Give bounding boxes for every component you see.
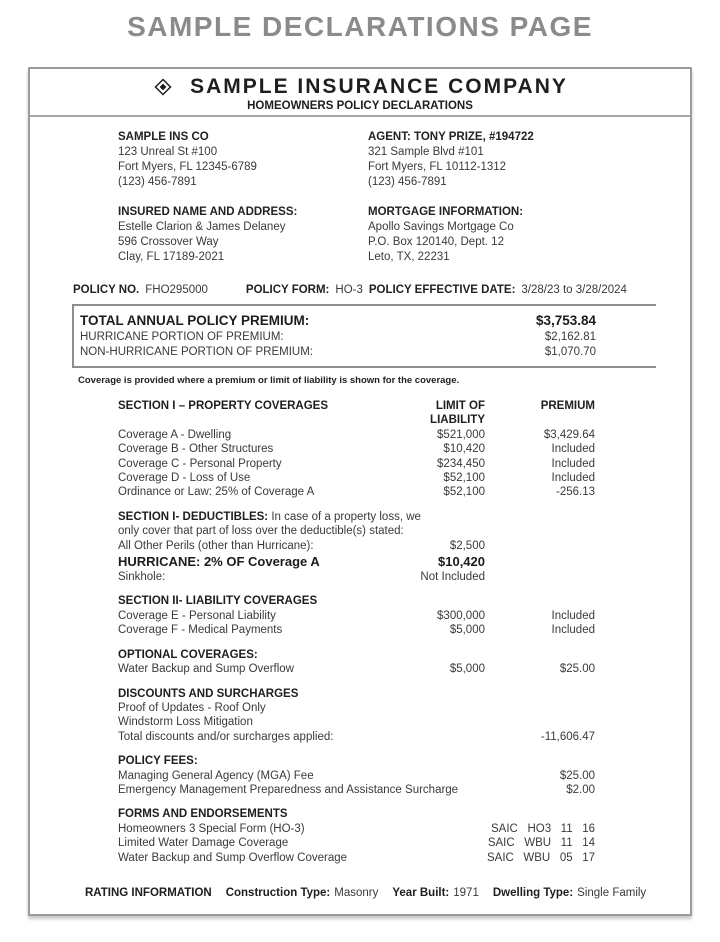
table-row xyxy=(118,457,595,471)
optional-coverages-heading: OPTIONAL COVERAGES: xyxy=(118,648,258,661)
policy-form-label: POLICY FORM: xyxy=(245,284,330,296)
table-row xyxy=(118,822,595,836)
coverage-limit: $52,100 xyxy=(443,472,485,485)
rating-information xyxy=(85,887,690,899)
coverage-premium: Included xyxy=(551,443,595,456)
deductibles-heading-bold: SECTION I- DEDUCTIBLES: xyxy=(118,510,269,523)
coverage-note: Coverage is provided where a premium or limit of liability is shown for the coverage. xyxy=(78,375,460,386)
table-row xyxy=(118,428,595,442)
agent-name: AGENT: TONY PRIZE, #194722 xyxy=(368,131,534,143)
policy-fees-heading: POLICY FEES: xyxy=(118,755,198,768)
forms-section xyxy=(118,807,595,865)
year-built-value: 1971 xyxy=(453,886,479,899)
agent-address-line: 321 Sample Blvd #101 xyxy=(368,146,484,158)
table-row xyxy=(118,851,595,865)
non-hurricane-premium-row xyxy=(80,345,596,360)
table-row xyxy=(118,623,595,637)
document-subtitle: HOMEOWNERS POLICY DECLARATIONS xyxy=(247,100,473,112)
construction-type-label: Construction Type: xyxy=(225,886,331,899)
coverage-limit: $5,000 xyxy=(449,624,485,637)
fee-value: $25.00 xyxy=(559,769,595,782)
company-address-line: Fort Myers, FL 12345-6789 xyxy=(118,161,257,173)
table-row xyxy=(118,662,595,676)
forms-heading: FORMS AND ENDORSEMENTS xyxy=(118,808,288,821)
liability-section-heading: SECTION II- LIABILITY COVERAGES xyxy=(118,595,318,608)
liability-section xyxy=(118,594,595,637)
deductibles-section xyxy=(118,510,595,585)
coverage-label: Coverage F - Medical Payments xyxy=(118,624,283,637)
company-name: SAMPLE INSURANCE COMPANY xyxy=(190,75,568,98)
coverage-premium: Included xyxy=(551,457,595,470)
declarations-document xyxy=(28,67,692,916)
mortgage-address-line: P.O. Box 120140, Dept. 12 xyxy=(368,236,504,248)
policy-number-line xyxy=(73,284,690,296)
coverage-limit: $5,000 xyxy=(449,663,485,676)
effective-date-label: POLICY EFFECTIVE DATE: xyxy=(368,284,516,296)
non-hurricane-premium-value: $1,070.70 xyxy=(544,346,596,358)
policy-no-value: FHO295000 xyxy=(145,284,208,296)
mortgage-block xyxy=(368,205,690,265)
policy-form-value: HO-3 xyxy=(335,284,363,296)
property-section-header-row xyxy=(118,399,595,428)
coverage-label: Coverage D - Loss of Use xyxy=(118,472,251,485)
deductible-label: All Other Perils (other than Hurricane): xyxy=(118,539,314,552)
coverage-premium: Included xyxy=(551,472,595,485)
year-built-label: Year Built: xyxy=(392,886,450,899)
premium-column-header: PREMIUM xyxy=(540,400,595,412)
table-row xyxy=(118,553,595,570)
company-address-name: SAMPLE INS CO xyxy=(118,131,209,143)
effective-date-value: 3/28/23 to 3/28/2024 xyxy=(521,284,627,296)
discounts-heading: DISCOUNTS AND SURCHARGES xyxy=(118,687,299,700)
premium-summary xyxy=(72,304,656,368)
table-row xyxy=(118,539,595,553)
hurricane-deductible-label: HURRICANE: 2% OF Coverage A xyxy=(118,554,320,570)
coverage-label: Water Backup and Sump Overflow xyxy=(118,663,294,676)
coverage-premium: $25.00 xyxy=(559,663,595,676)
deductibles-heading-rest: In case of a property loss, we xyxy=(268,510,421,523)
coverage-premium: -256.13 xyxy=(555,486,595,499)
form-label: Water Backup and Sump Overflow Coverage xyxy=(118,851,348,864)
coverage-limit: $234,450 xyxy=(437,457,485,470)
fee-value: $2.00 xyxy=(566,783,595,796)
diamond-logo-icon xyxy=(152,76,174,98)
non-hurricane-premium-label: NON-HURRICANE PORTION OF PREMIUM: xyxy=(80,346,313,358)
deductible-value: $2,500 xyxy=(449,539,485,552)
hurricane-premium-value: $2,162.81 xyxy=(544,331,596,343)
coverage-label: Coverage E - Personal Liability xyxy=(118,609,276,622)
agent-block xyxy=(368,130,690,190)
policy-no-label: POLICY NO. xyxy=(73,284,140,296)
form-label: Limited Water Damage Coverage xyxy=(118,837,289,850)
table-row xyxy=(118,485,595,499)
form-label: Homeowners 3 Special Form (HO-3) xyxy=(118,822,305,835)
coverage-premium: Included xyxy=(551,624,595,637)
contact-blocks xyxy=(118,130,690,265)
discounts-total-label: Total discounts and/or surcharges applied: xyxy=(118,730,334,743)
total-premium-value: $3,753.84 xyxy=(535,313,596,328)
property-section-heading: SECTION I – PROPERTY COVERAGES xyxy=(118,400,329,412)
dwelling-type-label: Dwelling Type: xyxy=(492,886,574,899)
coverage-limit: $521,000 xyxy=(437,428,485,441)
coverage-label: Coverage C - Personal Property xyxy=(118,457,282,470)
fee-label: Managing General Agency (MGA) Fee xyxy=(118,769,314,782)
discounts-section xyxy=(118,687,595,745)
mortgage-address-line: Leto, TX, 22231 xyxy=(368,251,450,263)
limit-column-header: LIMIT OF LIABILITY xyxy=(430,400,485,427)
insured-address-line: Clay, FL 17189-2021 xyxy=(118,251,225,263)
hurricane-premium-label: HURRICANE PORTION OF PREMIUM: xyxy=(80,331,284,343)
table-row xyxy=(118,783,595,797)
company-phone: (123) 456-7891 xyxy=(118,176,197,188)
insured-block xyxy=(118,205,368,265)
insured-address-line: 596 Crossover Way xyxy=(118,236,219,248)
page-title: SAMPLE DECLARATIONS PAGE xyxy=(127,11,593,42)
coverage-table xyxy=(118,399,595,865)
agent-phone: (123) 456-7891 xyxy=(368,176,447,188)
table-row xyxy=(118,730,595,744)
mortgage-company: Apollo Savings Mortgage Co xyxy=(368,221,514,233)
company-address-block xyxy=(118,130,368,190)
table-row xyxy=(118,471,595,485)
insured-heading: INSURED NAME AND ADDRESS: xyxy=(118,206,298,218)
fee-label: Emergency Management Preparedness and Assistance Surcharge xyxy=(118,783,459,796)
document-header xyxy=(30,69,690,117)
table-row xyxy=(118,769,595,783)
deductibles-heading-line2: only cover that part of loss over the deductible(s) stated: xyxy=(118,525,404,538)
mortgage-heading: MORTGAGE INFORMATION: xyxy=(368,206,524,218)
coverage-label: Coverage A - Dwelling xyxy=(118,428,232,441)
form-code: SAIC WBU 05 17 xyxy=(486,851,595,864)
agent-address-line: Fort Myers, FL 10112-1312 xyxy=(368,161,507,173)
table-row xyxy=(118,836,595,850)
discounts-total-value: -11,606.47 xyxy=(540,730,595,743)
discount-item: Windstorm Loss Mitigation xyxy=(118,716,253,729)
optional-coverages-section xyxy=(118,648,595,677)
coverage-premium: Included xyxy=(551,609,595,622)
rating-heading: RATING INFORMATION xyxy=(85,886,212,899)
sinkhole-label: Sinkhole: xyxy=(118,571,166,584)
dwelling-type-value: Single Family xyxy=(577,886,647,899)
coverage-label: Coverage B - Other Structures xyxy=(118,443,274,456)
table-row xyxy=(118,442,595,456)
sinkhole-value: Not Included xyxy=(420,571,485,584)
coverage-limit: $52,100 xyxy=(443,486,485,499)
coverage-limit: $10,420 xyxy=(443,443,485,456)
table-row xyxy=(118,570,595,584)
total-premium-label: TOTAL ANNUAL POLICY PREMIUM: xyxy=(80,313,310,328)
company-address-line: 123 Unreal St #100 xyxy=(118,146,218,158)
coverage-premium: $3,429.64 xyxy=(543,428,595,441)
discount-item: Proof of Updates - Roof Only xyxy=(118,701,266,714)
form-code: SAIC WBU 11 14 xyxy=(487,837,595,850)
table-row xyxy=(118,609,595,623)
form-code: SAIC HO3 11 16 xyxy=(491,822,595,835)
total-premium-row xyxy=(80,311,596,330)
hurricane-deductible-value: $10,420 xyxy=(438,554,485,570)
construction-type-value: Masonry xyxy=(334,886,379,899)
deductibles-heading xyxy=(118,510,595,524)
coverage-label: Ordinance or Law: 25% of Coverage A xyxy=(118,486,315,499)
hurricane-premium-row xyxy=(80,330,596,345)
insured-name: Estelle Clarion & James Delaney xyxy=(118,221,286,233)
coverage-limit: $300,000 xyxy=(437,609,485,622)
policy-fees-section xyxy=(118,754,595,797)
